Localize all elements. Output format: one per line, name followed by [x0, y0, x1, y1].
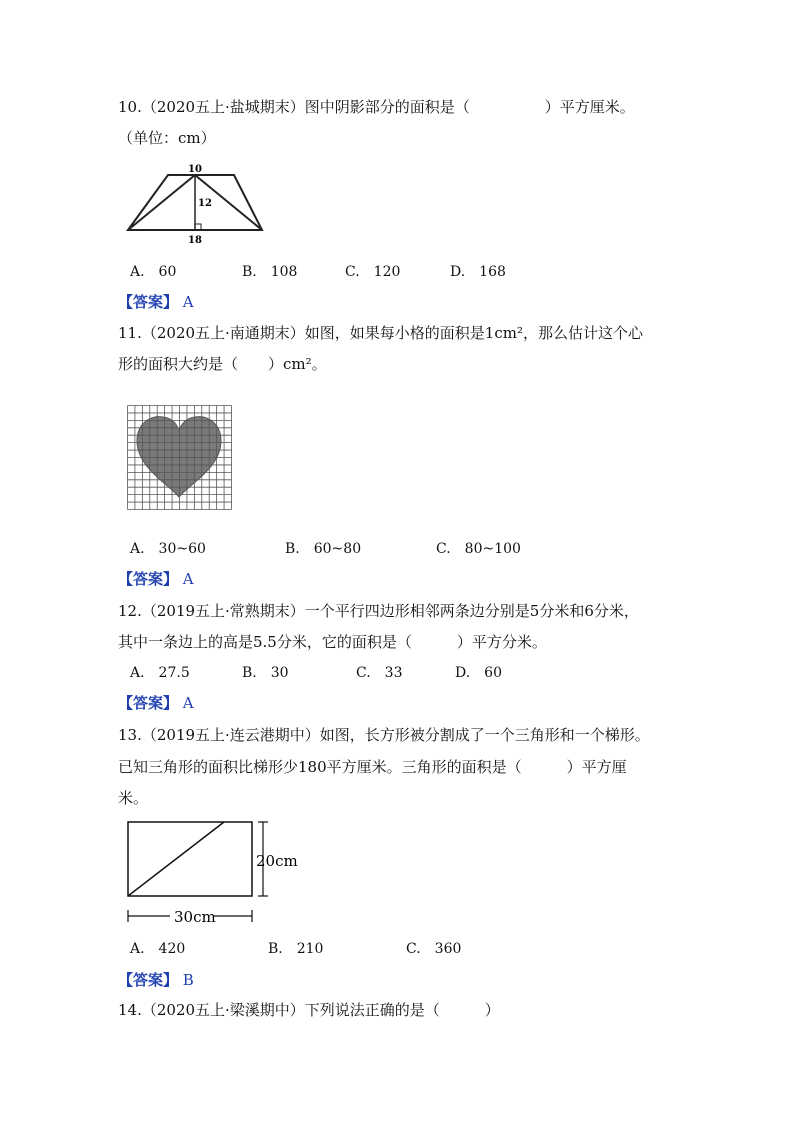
q12-option-d: D. 60 — [455, 665, 502, 681]
diagonal-line — [128, 822, 224, 896]
q10-option-a: A. 60 — [130, 264, 177, 280]
top-label: 10 — [188, 164, 202, 175]
height-dim-label: 20cm — [256, 852, 298, 870]
answer-value: A — [182, 694, 194, 712]
q10-unit: （单位：cm） — [118, 129, 216, 147]
q12-option-c: C. 33 — [356, 665, 403, 681]
answer-value: A — [182, 293, 194, 311]
answer-label: 【答案】 — [118, 293, 179, 311]
q12-option-b: B. 30 — [242, 665, 289, 681]
answer-label: 【答案】 — [118, 570, 179, 588]
q11-option-c: C. 80~100 — [436, 541, 521, 557]
q14-text: 14.（2020五上·梁溪期中）下列说法正确的是（ ） — [118, 1001, 500, 1019]
q10-answer — [118, 292, 194, 312]
answer-value: A — [182, 570, 194, 588]
q11-answer — [118, 569, 194, 589]
q11-option-a: A. 30~60 — [130, 541, 206, 557]
width-dim-label: 30cm — [174, 908, 216, 926]
q10-option-b: B. 108 — [242, 264, 298, 280]
q13-option-b: B. 210 — [268, 941, 324, 957]
q13-rectangle-figure — [118, 814, 318, 932]
q13-answer — [118, 970, 194, 990]
q12-line2: 其中一条边上的高是5.5分米，它的面积是（ ）平方分米。 — [118, 633, 547, 651]
q12-answer — [118, 693, 194, 713]
answer-label: 【答案】 — [118, 971, 179, 989]
bottom-label: 18 — [188, 235, 202, 246]
q12-option-a: A. 27.5 — [130, 665, 190, 681]
rectangle-outline — [128, 822, 252, 896]
q13-option-c: C. 360 — [406, 941, 462, 957]
q13-line3: 米。 — [118, 789, 149, 807]
q11-option-b: B. 60~80 — [285, 541, 362, 557]
answer-label: 【答案】 — [118, 694, 179, 712]
q10-option-d: D. 168 — [450, 264, 506, 280]
q13-line1: 13.（2019五上·连云港期中）如图，长方形被分割成了一个三角形和一个梯形。 — [118, 726, 650, 744]
q10-text: 10.（2020五上·盐城期末）图中阴影部分的面积是（ ）平方厘米。 — [118, 98, 635, 116]
q12-line1: 12.（2019五上·常熟期末）一个平行四边形相邻两条边分别是5分米和6分米， — [118, 602, 639, 620]
q11-line2: 形的面积大约是（ ）cm²。 — [118, 355, 327, 373]
q13-line2: 已知三角形的面积比梯形少180平方厘米。三角形的面积是（ ）平方厘 — [118, 758, 627, 776]
q13-option-a: A. 420 — [130, 941, 186, 957]
answer-value: B — [182, 971, 194, 989]
q11-heart-grid-figure — [127, 405, 232, 510]
q10-option-c: C. 120 — [345, 264, 401, 280]
height-label: 12 — [198, 198, 212, 209]
grid-lines — [128, 406, 232, 510]
q10-trapezoid-figure — [118, 158, 278, 248]
q11-line1: 11.（2020五上·南通期末）如图，如果每小格的面积是1cm²，那么估计这个心 — [118, 324, 643, 342]
